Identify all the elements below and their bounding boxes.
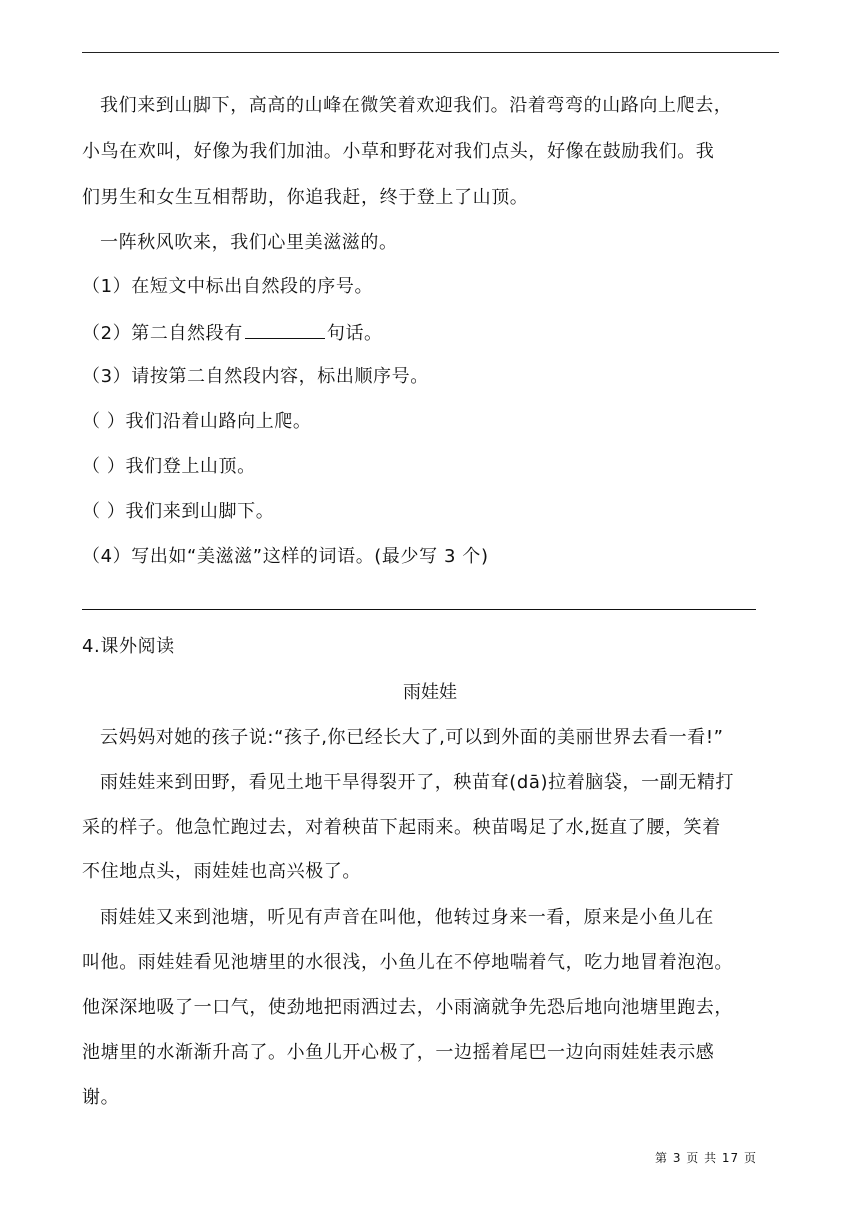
story-line: 叫他。雨娃娃看见池塘里的水很浅，小鱼儿在不停地喘着气，吃力地冒着泡泡。 bbox=[82, 952, 733, 973]
question-2 bbox=[82, 320, 383, 346]
question-2-suffix: 句话。 bbox=[326, 323, 383, 344]
question-4: （4）写出如“美滋滋”这样的词语。(最少写 3 个) bbox=[82, 546, 489, 567]
story-line: 云妈妈对她的孩子说:“孩子,你已经长大了,可以到外面的美丽世界去看一看!” bbox=[100, 727, 724, 748]
order-option[interactable]: （ ）我们来到山脚下。 bbox=[82, 501, 275, 522]
question-2-text: （2）第二自然段有 bbox=[82, 323, 243, 344]
question-3: （3）请按第二自然段内容，标出顺序号。 bbox=[82, 366, 429, 387]
passage-line: 们男生和女生互相帮助，你追我赶，终于登上了山顶。 bbox=[82, 187, 529, 208]
story-line: 采的样子。他急忙跑过去，对着秧苗下起雨来。秧苗喝足了水,挺直了腰，笑着 bbox=[82, 817, 721, 838]
story-line: 他深深地吸了一口气，使劲地把雨洒过去，小雨滴就争先恐后地向池塘里跑去， bbox=[82, 997, 733, 1018]
passage-line: 一阵秋风吹来，我们心里美滋滋的。 bbox=[100, 232, 398, 253]
passage-line: 我们来到山脚下，高高的山峰在微笑着欢迎我们。沿着弯弯的山路向上爬去， bbox=[100, 95, 733, 116]
story-line: 谢。 bbox=[82, 1087, 120, 1108]
section-heading: 4.课外阅读 bbox=[82, 636, 175, 657]
story-line: 雨娃娃来到田野，看见土地干旱得裂开了，秧苗耷(dā)拉着脑袋，一副无精打 bbox=[100, 772, 735, 793]
order-option[interactable]: （ ）我们沿着山路向上爬。 bbox=[82, 411, 312, 432]
order-option[interactable]: （ ）我们登上山顶。 bbox=[82, 456, 256, 477]
story-line: 雨娃娃又来到池塘，听见有声音在叫他，他转过身来一看，原来是小鱼儿在 bbox=[100, 907, 714, 928]
passage-line: 小鸟在欢叫，好像为我们加油。小草和野花对我们点头，好像在鼓励我们。我 bbox=[82, 141, 715, 162]
header-rule bbox=[82, 52, 779, 53]
question-1: （1）在短文中标出自然段的序号。 bbox=[82, 276, 374, 297]
story-line: 不住地点头，雨娃娃也高兴极了。 bbox=[82, 861, 361, 882]
page-footer: 第 3 页 共 17 页 bbox=[655, 1151, 757, 1165]
story-title: 雨娃娃 bbox=[403, 682, 457, 703]
story-line: 池塘里的水渐渐升高了。小鱼儿开心极了，一边摇着尾巴一边向雨娃娃表示感 bbox=[82, 1042, 715, 1063]
answer-line[interactable] bbox=[82, 609, 756, 610]
answer-blank[interactable] bbox=[245, 320, 325, 339]
